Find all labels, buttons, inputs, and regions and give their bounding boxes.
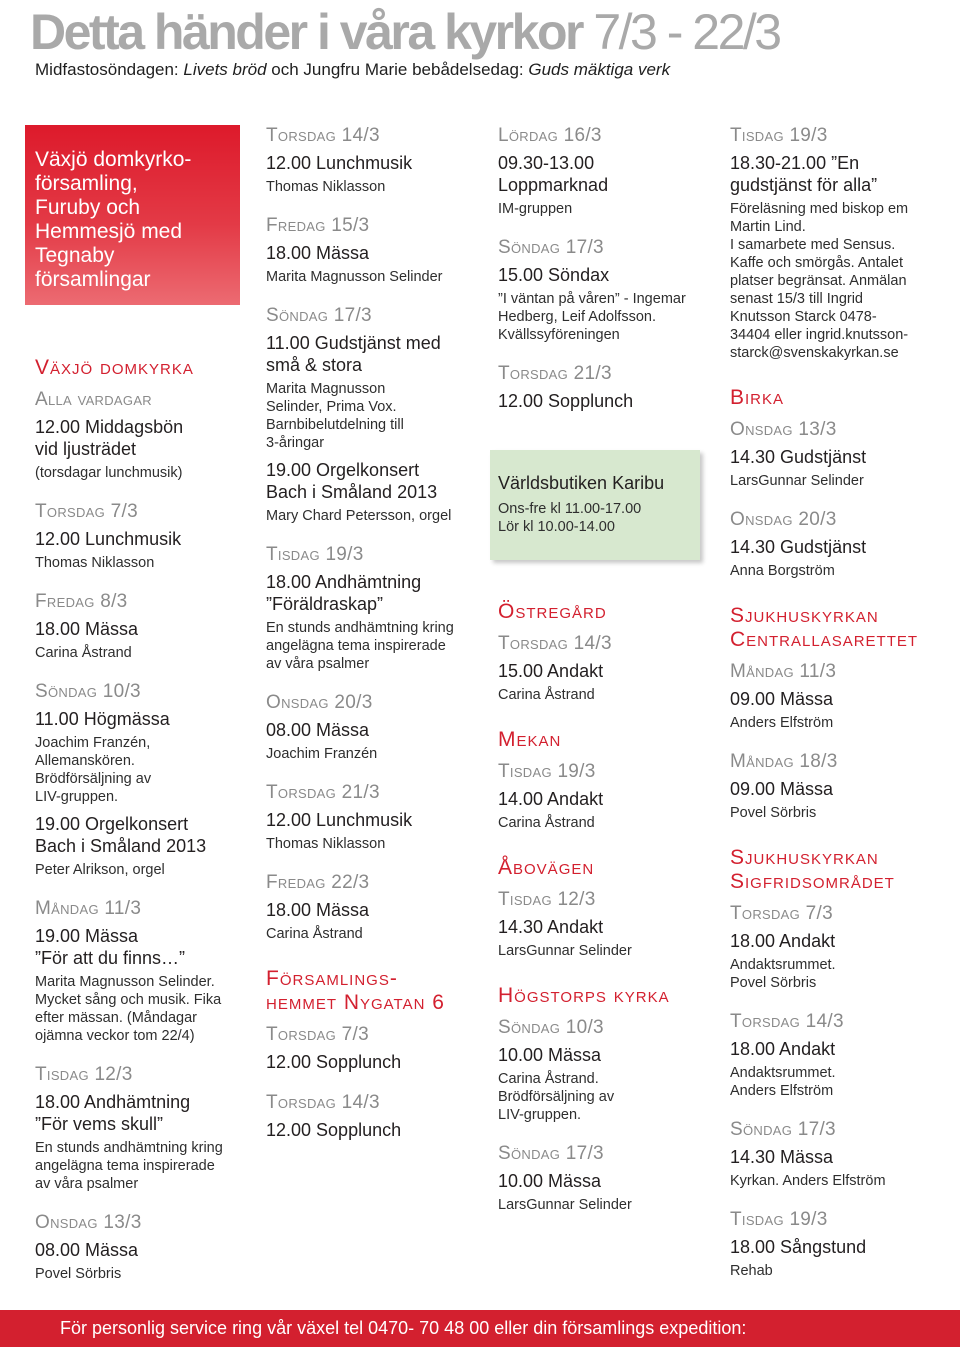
day-heading: Torsdag 21/3: [266, 782, 380, 803]
day-heading: Onsdag 13/3: [35, 1212, 142, 1233]
event-details: Marita Magnusson Selinder. Mycket sång och musik. Fika efter mässan. (Måndagar ojämna veckor tom 22/4): [35, 974, 222, 1044]
day-heading: Onsdag 13/3: [730, 419, 837, 440]
event-title: 14.30 Gudstjänst: [730, 537, 867, 557]
church-name: Östregård: [498, 600, 607, 623]
day-heading: Måndag 11/3: [35, 898, 142, 919]
event-title: 12.00 Lunchmusik: [266, 153, 413, 173]
column-3: [498, 125, 723, 1214]
event-details: Carina Åstrand. Brödförsäljning av LIV-gruppen.: [498, 1071, 615, 1123]
event-details: LarsGunnar Selinder: [498, 943, 632, 959]
event-details: LarsGunnar Selinder: [730, 473, 864, 489]
subtitle-sunday: Midfastosöndagen:: [35, 60, 184, 79]
event-title: 08.00 Mässa: [266, 720, 370, 740]
church-name: Mekan: [498, 728, 562, 751]
event-title: 15.00 Söndax: [498, 265, 610, 285]
day-heading: Tisdag 19/3: [266, 544, 364, 565]
event-details: LarsGunnar Selinder: [498, 1197, 632, 1213]
church-name: Sjukhuskyrkan Centrallasarettet: [730, 604, 919, 651]
event-details: Kyrkan. Anders Elfström: [730, 1173, 886, 1189]
event-title: 18.30-21.00 ”En gudstjänst för alla”: [730, 153, 878, 195]
subtitle-feast: och Jungfru Marie bebådelsedag:: [266, 60, 529, 79]
subtitle-theme-2: Guds mäktiga verk: [528, 60, 671, 79]
day-heading: Torsdag 14/3: [266, 1092, 380, 1113]
column-2: [266, 125, 486, 1141]
event-title: 09.00 Mässa: [730, 689, 834, 709]
day-heading: Torsdag 7/3: [266, 1024, 369, 1045]
event-details: Carina Åstrand: [498, 815, 595, 831]
event-title: 09.00 Mässa: [730, 779, 834, 799]
event-title: 12.00 Sopplunch: [266, 1052, 402, 1072]
event-details: ”I väntan på våren” - Ingemar Hedberg, Leif Adolfsson. Kvällssyföreningen: [498, 291, 686, 343]
event-details: Marita Magnusson Selinder, Prima Vox. Barnbibelutdelning till 3-åringar: [266, 381, 404, 451]
event-title: 18.00 Andakt: [730, 931, 836, 951]
event-title: 18.00 Mässa: [35, 619, 139, 639]
event-details: Thomas Niklasson: [266, 179, 386, 195]
event-details: Joachim Franzén: [266, 746, 378, 762]
event-title: 18.00 Sångstund: [730, 1237, 867, 1257]
event-details: Joachim Franzén, Allemanskören. Brödförsäljning av LIV-gruppen.: [35, 735, 152, 805]
day-heading: Tisdag 19/3: [730, 125, 828, 146]
event-title: 12.00 Sopplunch: [498, 391, 634, 411]
day-heading: Torsdag 21/3: [498, 363, 612, 384]
event-details: Povel Sörbris: [730, 805, 817, 821]
event-title: 14.30 Andakt: [498, 917, 604, 937]
event-title: 10.00 Mässa: [498, 1045, 602, 1065]
event-title: 19.00 Mässa ”För att du finns…”: [35, 926, 186, 968]
page-subtitle: [35, 59, 670, 81]
day-heading: Torsdag 14/3: [266, 125, 380, 146]
subtitle-theme-1: Livets bröd: [183, 60, 267, 79]
event-title: 15.00 Andakt: [498, 661, 604, 681]
title-text: Detta händer i våra kyrkor: [30, 4, 582, 60]
event-details: (torsdagar lunchmusik): [35, 465, 183, 481]
event-details: Marita Magnusson Selinder: [266, 269, 443, 285]
event-details: Mary Chard Petersson, orgel: [266, 508, 452, 524]
day-heading: Söndag 17/3: [498, 237, 604, 258]
day-heading: Torsdag 14/3: [498, 633, 612, 654]
opening-hours: Ons-fre kl 11.00-17.00: [498, 501, 642, 517]
event-details: Carina Åstrand: [498, 687, 595, 703]
day-heading: Onsdag 20/3: [266, 692, 373, 713]
event-title: 18.00 Andakt: [730, 1039, 836, 1059]
church-name: Birka: [730, 386, 785, 409]
day-heading: Fredag 8/3: [35, 591, 128, 612]
church-name: Sjukhuskyrkan Sigfridsområdet: [730, 846, 895, 893]
day-heading: Lördag 16/3: [498, 125, 602, 146]
day-heading: Fredag 15/3: [266, 215, 370, 236]
event-details: Anna Borgström: [730, 563, 835, 579]
opening-hours: Lör kl 10.00-14.00: [498, 519, 615, 535]
church-name: Högstorps kyrka: [498, 984, 670, 1007]
event-details: En stunds andhämtning kring angelägna tema inspirerade av våra psalmer: [35, 1140, 223, 1192]
day-heading: Söndag 17/3: [498, 1143, 604, 1164]
day-heading: Måndag 11/3: [730, 661, 837, 682]
event-details: Carina Åstrand: [35, 645, 132, 661]
event-details: Andaktsrummet. Anders Elfström: [730, 1065, 836, 1099]
event-title: 09.30-13.00 Loppmarknad: [498, 153, 609, 195]
event-details: IM-gruppen: [498, 201, 573, 217]
event-title: 18.00 Andhämtning ”För vems skull”: [35, 1092, 191, 1134]
event-title: 11.00 Högmässa: [35, 709, 170, 729]
event-title: 10.00 Mässa: [498, 1171, 602, 1191]
event-title: 12.00 Lunchmusik: [35, 529, 182, 549]
day-heading: Torsdag 14/3: [730, 1011, 844, 1032]
event-details: Andaktsrummet. Povel Sörbris: [730, 957, 836, 991]
event-title: 14.30 Mässa: [730, 1147, 834, 1167]
column-4: [730, 125, 955, 1280]
day-heading: Tisdag 19/3: [498, 761, 596, 782]
event-details: Föreläsning med biskop em Martin Lind. I samarbete med Sensus. Kaffe och smörgås. Antalet platser begränsat. Anmälan senast 15/3 till Ingrid Knutsson Starck 0478- 34404 eller ingrid.knutsson- starck@svenskakyrkan.se: [730, 201, 909, 361]
church-name: Växjö domkyrka: [35, 356, 194, 379]
event-title: 08.00 Mässa: [35, 1240, 139, 1260]
event-details: En stunds andhämtning kring angelägna tema inspirerade av våra psalmer: [266, 620, 454, 672]
day-heading: Söndag 17/3: [730, 1119, 836, 1140]
event-title: 12.00 Sopplunch: [266, 1120, 402, 1140]
church-name: Församlings- hemmet Nygatan 6: [266, 967, 445, 1014]
event-title: 18.00 Mässa: [266, 900, 370, 920]
day-heading: Söndag 10/3: [35, 681, 141, 702]
day-heading: Tisdag 19/3: [730, 1209, 828, 1230]
notice-title: Världsbutiken Karibu: [498, 473, 665, 493]
footer-text: För personlig service ring vår växel tel 0470- 70 48 00 eller din församlings expedition:: [60, 1318, 747, 1338]
event-title: 14.00 Andakt: [498, 789, 604, 809]
page-title: [30, 3, 780, 61]
day-heading: Torsdag 7/3: [730, 903, 833, 924]
day-heading: Söndag 10/3: [498, 1017, 604, 1038]
event-details: Povel Sörbris: [35, 1266, 122, 1282]
footer-bar: [0, 1310, 960, 1347]
event-title: 12.00 Middagsbön vid ljusträdet: [35, 417, 184, 459]
event-title: 19.00 Orgelkonsert Bach i Småland 2013: [35, 814, 207, 856]
day-heading: Onsdag 20/3: [730, 509, 837, 530]
day-heading: Alla vardagar: [35, 389, 152, 410]
event-details: Anders Elfström: [730, 715, 834, 731]
day-heading: Söndag 17/3: [266, 305, 372, 326]
event-title: 19.00 Orgelkonsert Bach i Småland 2013: [266, 460, 438, 502]
day-heading: Torsdag 7/3: [35, 501, 138, 522]
day-heading: Tisdag 12/3: [35, 1064, 133, 1085]
event-title: 14.30 Gudstjänst: [730, 447, 867, 467]
event-title: 18.00 Andhämtning ”Föräldraskap”: [266, 572, 422, 614]
event-details: Peter Alrikson, orgel: [35, 862, 165, 878]
church-name: Åbovägen: [498, 856, 595, 879]
column-1: [35, 356, 250, 1283]
event-details: Thomas Niklasson: [35, 555, 155, 571]
event-details: Rehab: [730, 1263, 773, 1279]
event-title: 11.00 Gudstjänst med små & stora: [266, 333, 441, 375]
event-details: Carina Åstrand: [266, 926, 363, 942]
day-heading: Fredag 22/3: [266, 872, 370, 893]
parish-banner: Växjö domkyrko- församling, Furuby och Hemmesjö med Tegnaby församlingar: [25, 125, 240, 305]
title-date-range: 7/3 - 22/3: [593, 4, 780, 60]
event-title: 12.00 Lunchmusik: [266, 810, 413, 830]
event-details: Thomas Niklasson: [266, 836, 386, 852]
day-heading: Måndag 18/3: [730, 751, 838, 772]
notice-box: [490, 450, 700, 560]
day-heading: Tisdag 12/3: [498, 889, 596, 910]
event-title: 18.00 Mässa: [266, 243, 370, 263]
